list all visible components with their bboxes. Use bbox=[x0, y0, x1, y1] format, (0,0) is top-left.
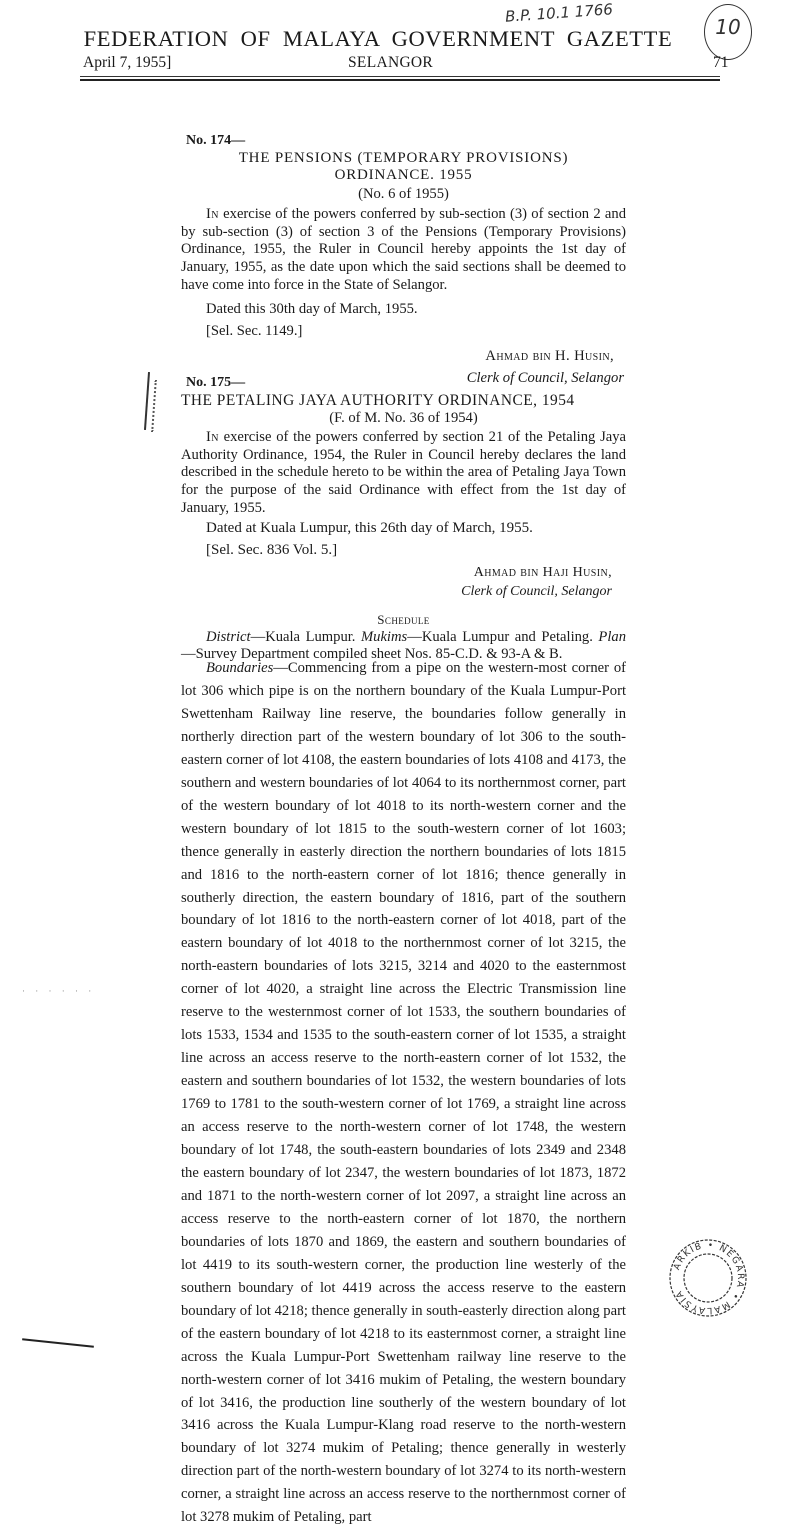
archive-stamp bbox=[668, 1238, 748, 1318]
notice-title-line1: THE PENSIONS (TEMPORARY PROVISIONS) bbox=[238, 149, 569, 166]
notice-dated: Dated at Kuala Lumpur, this 26th day of March, 1955. bbox=[206, 520, 533, 537]
notice-number: No. 174— bbox=[186, 133, 246, 148]
mukims-label: Mukims bbox=[361, 629, 408, 646]
handwritten-reference: B.P. 10.1 1766 bbox=[504, 0, 614, 26]
notice-body bbox=[181, 206, 626, 294]
margin-mark bbox=[144, 372, 150, 430]
notice-174 bbox=[181, 132, 626, 388]
notice-body bbox=[181, 429, 626, 517]
plan-label: Plan bbox=[598, 629, 626, 646]
signatory-title: Clerk of Council, Selangor bbox=[461, 583, 612, 599]
notice-subtitle: (F. of M. No. 36 of 1954) bbox=[329, 409, 478, 426]
plan-value: —Survey Department compiled sheet Nos. 85-C.D. & 93-A & B. bbox=[181, 646, 563, 663]
mukims-value: —Kuala Lumpur and Petaling. bbox=[407, 629, 599, 646]
notice-dated: Dated this 30th day of March, 1955. bbox=[206, 301, 418, 318]
notice-body-text: exercise of the powers conferred by sub-section (3) of section 2 and by sub-section (3) of section 3 of the Pensions (Temporary Provisions) Ordinance, 1955, the Ruler in Council hereby appoints the 1st day of January, 1955, as the date upon which the said sections shall be deemed to have come into force in the State of Selangor. bbox=[181, 206, 626, 293]
boundaries-label: Boundaries bbox=[206, 660, 274, 676]
page-number: 71 bbox=[713, 54, 729, 71]
notice-body-text: exercise of the powers conferred by section 21 of the Petaling Jaya Authority Ordinance, 1954, the Ruler in Council hereby declares the land described in the schedule hereto to be within the area of Petaling Jaya Town for the purpose of the said Ordinance with effect from the 1st day of January, 1955. bbox=[181, 429, 626, 516]
notice-subtitle: (No. 6 of 1955) bbox=[358, 185, 449, 202]
notice-reference: [Sel. Sec. 1149.] bbox=[206, 322, 303, 339]
pen-stroke bbox=[22, 1338, 94, 1348]
header-rule-thick bbox=[80, 79, 720, 81]
stamp-text: ARKIB • NEGARA • MALAYSIA bbox=[672, 1240, 746, 1316]
notice-body-lead: In bbox=[206, 429, 219, 446]
notice-number: No. 175— bbox=[186, 375, 246, 390]
handwritten-circled-number: 10 bbox=[704, 4, 752, 60]
notice-body-lead: In bbox=[206, 206, 219, 223]
issue-date: April 7, 1955] bbox=[83, 54, 172, 71]
district-label: District bbox=[206, 629, 251, 646]
gazette-masthead bbox=[0, 26, 800, 52]
schedule-boundaries bbox=[181, 657, 626, 1529]
schedule-heading: Schedule bbox=[377, 611, 430, 627]
state-name: SELANGOR bbox=[348, 54, 434, 71]
notice-title: THE PETALING JAYA AUTHORITY ORDINANCE, 1954 bbox=[181, 391, 575, 409]
stamp-inner-ring bbox=[684, 1254, 732, 1302]
notice-reference: [Sel. Sec. 836 Vol. 5.] bbox=[206, 541, 338, 558]
notice-175 bbox=[181, 374, 626, 663]
scan-dots: · · · · · · bbox=[22, 986, 96, 996]
margin-mark-dotted bbox=[151, 380, 157, 432]
publication-title: FEDERATION OF MALAYA GOVERNMENT GAZETTE bbox=[83, 26, 673, 51]
signatory-name: Ahmad bin Haji Husin, bbox=[473, 565, 612, 581]
district-value: —Kuala Lumpur. bbox=[250, 629, 361, 646]
boundaries-text: —Commencing from a pipe on the western-most corner of lot 306 which pipe is on the northern boundary of the Kuala Lumpur-Port Swettenham Railway line reserve, the boundaries follow generally in northerly direction part of the western boundary of lot 306 to the south-eastern corner of lot 4108, the eastern boundaries of lots 4108 and 4173, the southern and western boundaries of lot 4064 to its northernmost corner, part of the western boundary of lot 4018 to its north-western corner and the western boundary of lot 1815 to the south-western corner of lot 1603; thence generally in easterly direction the northern boundaries of lots 1815 and 1816 to the north-eastern corner of lot 1816; thence generally in southerly direction, the eastern boundary of 1816, part of the southern boundary of lot 1816 to the north-eastern corner of lot 4018, part of the eastern boundary of lot 4018 to the northernmost corner of lot 3215, the north-eastern boundaries of lots 3215, 3214 and 4020 to the easternmost corner of lot 4020, a straight line across the Electric Transmission line reserve to the westernmost corner of lot 1533, the southern boundaries of lots 1533, 1534 and 1535 to the south-eastern corner of lot 1535, a straight line across an access reserve to the north-eastern corner of lot 1532, the eastern and southern boundaries of lot 1532, the western boundaries of lots 1769 to 1781 to the south-western corner of lot 1769, a straight line across an access reserve to the north-western corner of lot 1748, the western boundary of lot 1748, the south-eastern boundaries of lots 2349 and 2348 the eastern boundary of lot 2347, the western boundaries of lot 1873, 1872 and 1871 to the north-western corner of lot 2097, a straight line across an access reserve to the north-eastern corner of lot 1870, the northern boundaries of lots 1870 and 1869, the eastern and southern boundaries of lot 4419 to its south-western corner, the production line westerly of the southern boundary of lot 4419 across the access reserve to the eastern boundary of lot 4218; thence generally in south-easterly direction along part of the eastern boundary of lot 4218 to its easternmost corner, a straight line across the Kuala Lumpur-Port Swettenham railway line reserve to the north-western corner of lot 3416 mukim of Petaling, the western boundary of lot 3416, the production line southerly of the western boundary of lot 3416 across the Kuala Lumpur-Klang road reserve to the north-western boundary of lot 3274 mukim of Petaling; thence generally in westerly direction part of the north-western boundary of lot 3274 to its north-western corner, a straight line across an access reserve to the northernmost corner of lot 3278 mukim of Petaling, part bbox=[181, 660, 626, 1526]
signatory-title: Clerk of Council, Selangor bbox=[466, 369, 624, 386]
notice-title-line2: ORDINANCE. 1955 bbox=[334, 166, 473, 183]
stamp-outer-ring bbox=[670, 1240, 746, 1316]
boundaries-paragraph bbox=[181, 657, 626, 1529]
signatory-name: Ahmad bin H. Husin, bbox=[485, 348, 614, 365]
header-rule-thin bbox=[80, 76, 720, 77]
